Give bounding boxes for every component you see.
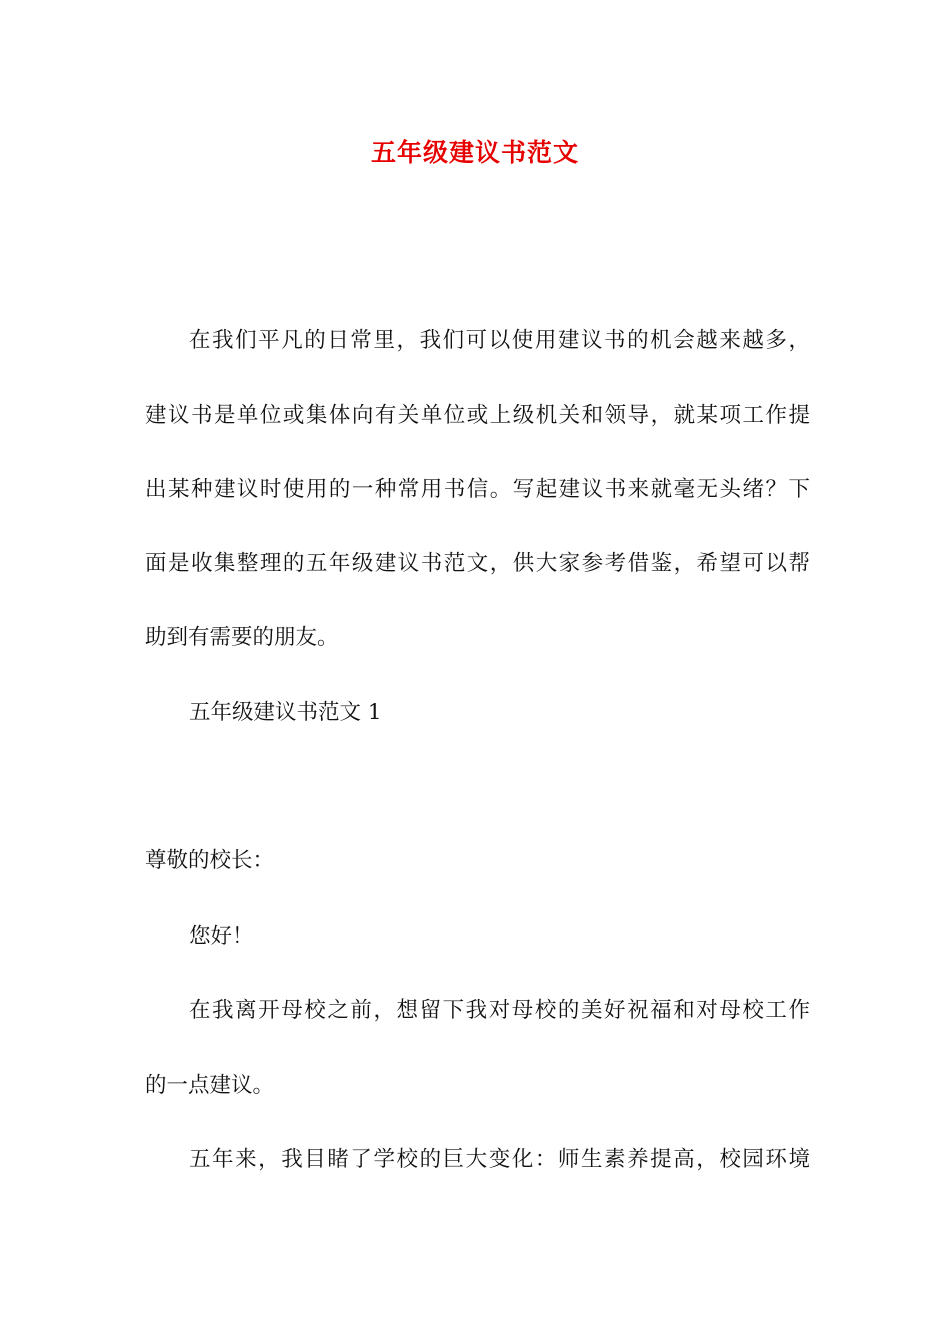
body-line-2: 的一点建议。	[145, 1073, 275, 1098]
salutation: 尊敬的校长：	[145, 848, 275, 873]
body-line-1: 在我离开母校之前，想留下我对母校的美好祝福和对母校工作	[189, 998, 810, 1023]
intro-line-1: 在我们平凡的日常里，我们可以使用建议书的机会越来越多，	[189, 328, 810, 353]
document-title: 五年级建议书范文	[370, 138, 579, 167]
greeting: 您好！	[189, 924, 254, 949]
intro-line-4: 面是收集整理的五年级建议书范文，供大家参考借鉴，希望可以帮	[145, 551, 810, 576]
section-heading: 五年级建议书范文 1	[189, 700, 382, 725]
body-line-3: 五年来，我目睹了学校的巨大变化：师生素养提高，校园环境	[189, 1147, 810, 1172]
intro-line-3: 出某种建议时使用的一种常用书信。写起建议书来就毫无头绪？下	[145, 477, 810, 502]
intro-line-2: 建议书是单位或集体向有关单位或上级机关和领导，就某项工作提	[145, 403, 810, 428]
intro-line-5: 助到有需要的朋友。	[145, 625, 339, 650]
